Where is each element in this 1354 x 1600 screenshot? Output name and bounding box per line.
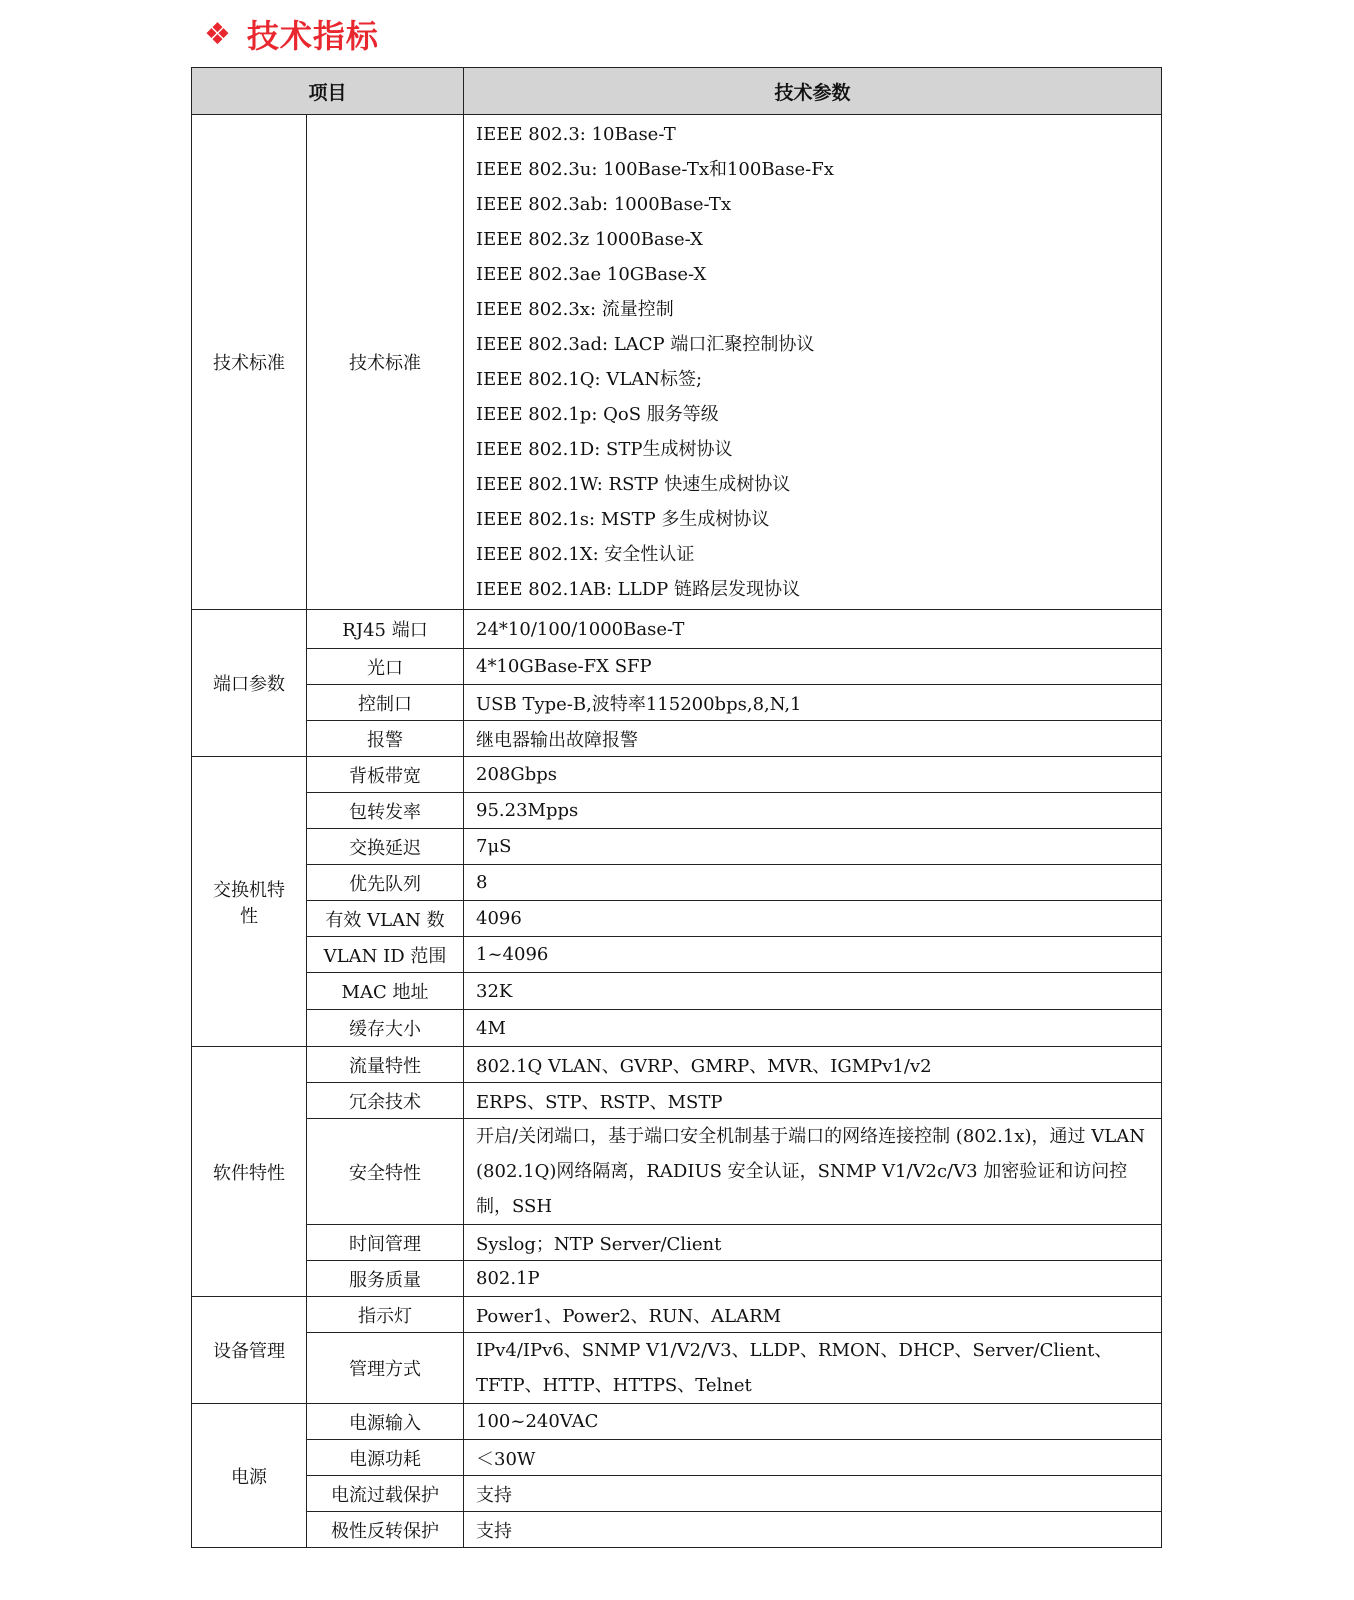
item-cell: 技术标准 [307, 115, 464, 610]
section-title: 技术指标 [246, 17, 379, 55]
value-cell: USB Type-B,波特率115200bps,8,N,1 [464, 685, 1162, 721]
table-row [192, 721, 1162, 757]
table-row [192, 973, 1162, 1010]
table-row [192, 685, 1162, 721]
item-cell: 流量特性 [307, 1047, 464, 1083]
table-row [192, 1512, 1162, 1548]
section-heading [204, 10, 379, 58]
standard-line: IEEE 802.1AB: LLDP 链路层发现协议 [476, 579, 800, 600]
item-cell: 极性反转保护 [307, 1512, 464, 1548]
standard-line: IEEE 802.3ad: LACP 端口汇聚控制协议 [476, 334, 815, 355]
item-cell: 交换延迟 [307, 829, 464, 865]
table-row [192, 829, 1162, 865]
value-cell: 1~4096 [464, 937, 1162, 973]
standard-line: IEEE 802.3ab: 1000Base-Tx [476, 194, 732, 215]
item-cell: 电源输入 [307, 1404, 464, 1440]
table-row [192, 1119, 1162, 1225]
item-cell: 电源功耗 [307, 1440, 464, 1476]
standard-line: IEEE 802.1s: MSTP 多生成树协议 [476, 509, 770, 530]
standard-line: IEEE 802.1W: RSTP 快速生成树协议 [476, 474, 791, 495]
item-cell: 冗余技术 [307, 1083, 464, 1119]
item-cell: 包转发率 [307, 793, 464, 829]
standard-line: IEEE 802.1p: QoS 服务等级 [476, 404, 719, 425]
table-row [192, 901, 1162, 937]
category-cell: 软件特性 [192, 1047, 307, 1297]
value-cell: ERPS、STP、RSTP、MSTP [464, 1083, 1162, 1119]
category-cell: 交换机特性 [192, 757, 307, 1047]
value-cell: 208Gbps [464, 757, 1162, 793]
header-item: 项目 [192, 68, 464, 115]
table-row [192, 937, 1162, 973]
diamond-cluster-icon: ❖ [204, 16, 231, 52]
value-cell: 4M [464, 1010, 1162, 1047]
table-row [192, 1333, 1162, 1404]
value-cell: 支持 [464, 1512, 1162, 1548]
table-row [192, 1083, 1162, 1119]
standard-line: IEEE 802.3: 10Base-T [476, 124, 676, 145]
item-cell: 有效 VLAN 数 [307, 901, 464, 937]
item-cell: 管理方式 [307, 1333, 464, 1404]
table-row [192, 1047, 1162, 1083]
table-row [192, 1476, 1162, 1512]
value-cell: 802.1P [464, 1261, 1162, 1297]
standards-list [464, 115, 1162, 610]
category-cell: 电源 [192, 1404, 307, 1548]
item-cell: 控制口 [307, 685, 464, 721]
value-cell: 开启/关闭端口，基于端口安全机制基于端口的网络连接控制 (802.1x)，通过 VLAN (802.1Q)网络隔离，RADIUS 安全认证，SNMP V1/V2c/V3 加密验证和访问控制，SSH [464, 1119, 1162, 1225]
standard-line: IEEE 802.1X: 安全性认证 [476, 544, 695, 565]
value-cell: 95.23Mpps [464, 793, 1162, 829]
value-cell: 24*10/100/1000Base-T [464, 610, 1162, 649]
value-cell: 支持 [464, 1476, 1162, 1512]
table-row [192, 115, 1162, 610]
value-cell: 8 [464, 865, 1162, 901]
category-cell: 设备管理 [192, 1297, 307, 1404]
item-cell: MAC 地址 [307, 973, 464, 1010]
item-cell: 缓存大小 [307, 1010, 464, 1047]
spec-table [191, 67, 1162, 1548]
standard-line: IEEE 802.3x: 流量控制 [476, 299, 674, 320]
table-row [192, 610, 1162, 649]
item-cell: 光口 [307, 649, 464, 685]
category-cell: 技术标准 [192, 115, 307, 610]
category-cell: 端口参数 [192, 610, 307, 757]
item-cell: 指示灯 [307, 1297, 464, 1333]
value-cell: 4096 [464, 901, 1162, 937]
standard-line: IEEE 802.3ae 10GBase-X [476, 264, 707, 285]
value-cell: Power1、Power2、RUN、ALARM [464, 1297, 1162, 1333]
table-row [192, 1010, 1162, 1047]
table-row [192, 1404, 1162, 1440]
value-cell: 100~240VAC [464, 1404, 1162, 1440]
item-cell: VLAN ID 范围 [307, 937, 464, 973]
value-cell: 4*10GBase-FX SFP [464, 649, 1162, 685]
item-cell: 安全特性 [307, 1119, 464, 1225]
table-row [192, 1225, 1162, 1261]
value-cell: IPv4/IPv6、SNMP V1/V2/V3、LLDP、RMON、DHCP、Server/Client、TFTP、HTTP、HTTPS、Telnet [464, 1333, 1162, 1404]
item-cell: 电流过载保护 [307, 1476, 464, 1512]
table-row [192, 1297, 1162, 1333]
item-cell: 报警 [307, 721, 464, 757]
standard-line: IEEE 802.1D: STP生成树协议 [476, 439, 733, 460]
table-row [192, 1261, 1162, 1297]
value-cell: 7μS [464, 829, 1162, 865]
table-row [192, 649, 1162, 685]
header-param: 技术参数 [464, 68, 1162, 115]
value-cell: ＜30W [464, 1440, 1162, 1476]
item-cell: RJ45 端口 [307, 610, 464, 649]
value-cell: 32K [464, 973, 1162, 1010]
table-row [192, 757, 1162, 793]
value-cell: 802.1Q VLAN、GVRP、GMRP、MVR、IGMPv1/v2 [464, 1047, 1162, 1083]
table-row [192, 1440, 1162, 1476]
item-cell: 时间管理 [307, 1225, 464, 1261]
value-cell: 继电器输出故障报警 [464, 721, 1162, 757]
standard-line: IEEE 802.3z 1000Base-X [476, 229, 703, 250]
item-cell: 背板带宽 [307, 757, 464, 793]
item-cell: 优先队列 [307, 865, 464, 901]
standard-line: IEEE 802.3u: 100Base-Tx和100Base-Fx [476, 159, 834, 180]
item-cell: 服务质量 [307, 1261, 464, 1297]
standard-line: IEEE 802.1Q: VLAN标签; [476, 369, 703, 390]
table-header-row [192, 68, 1162, 115]
value-cell: Syslog；NTP Server/Client [464, 1225, 1162, 1261]
table-row [192, 865, 1162, 901]
table-row [192, 793, 1162, 829]
